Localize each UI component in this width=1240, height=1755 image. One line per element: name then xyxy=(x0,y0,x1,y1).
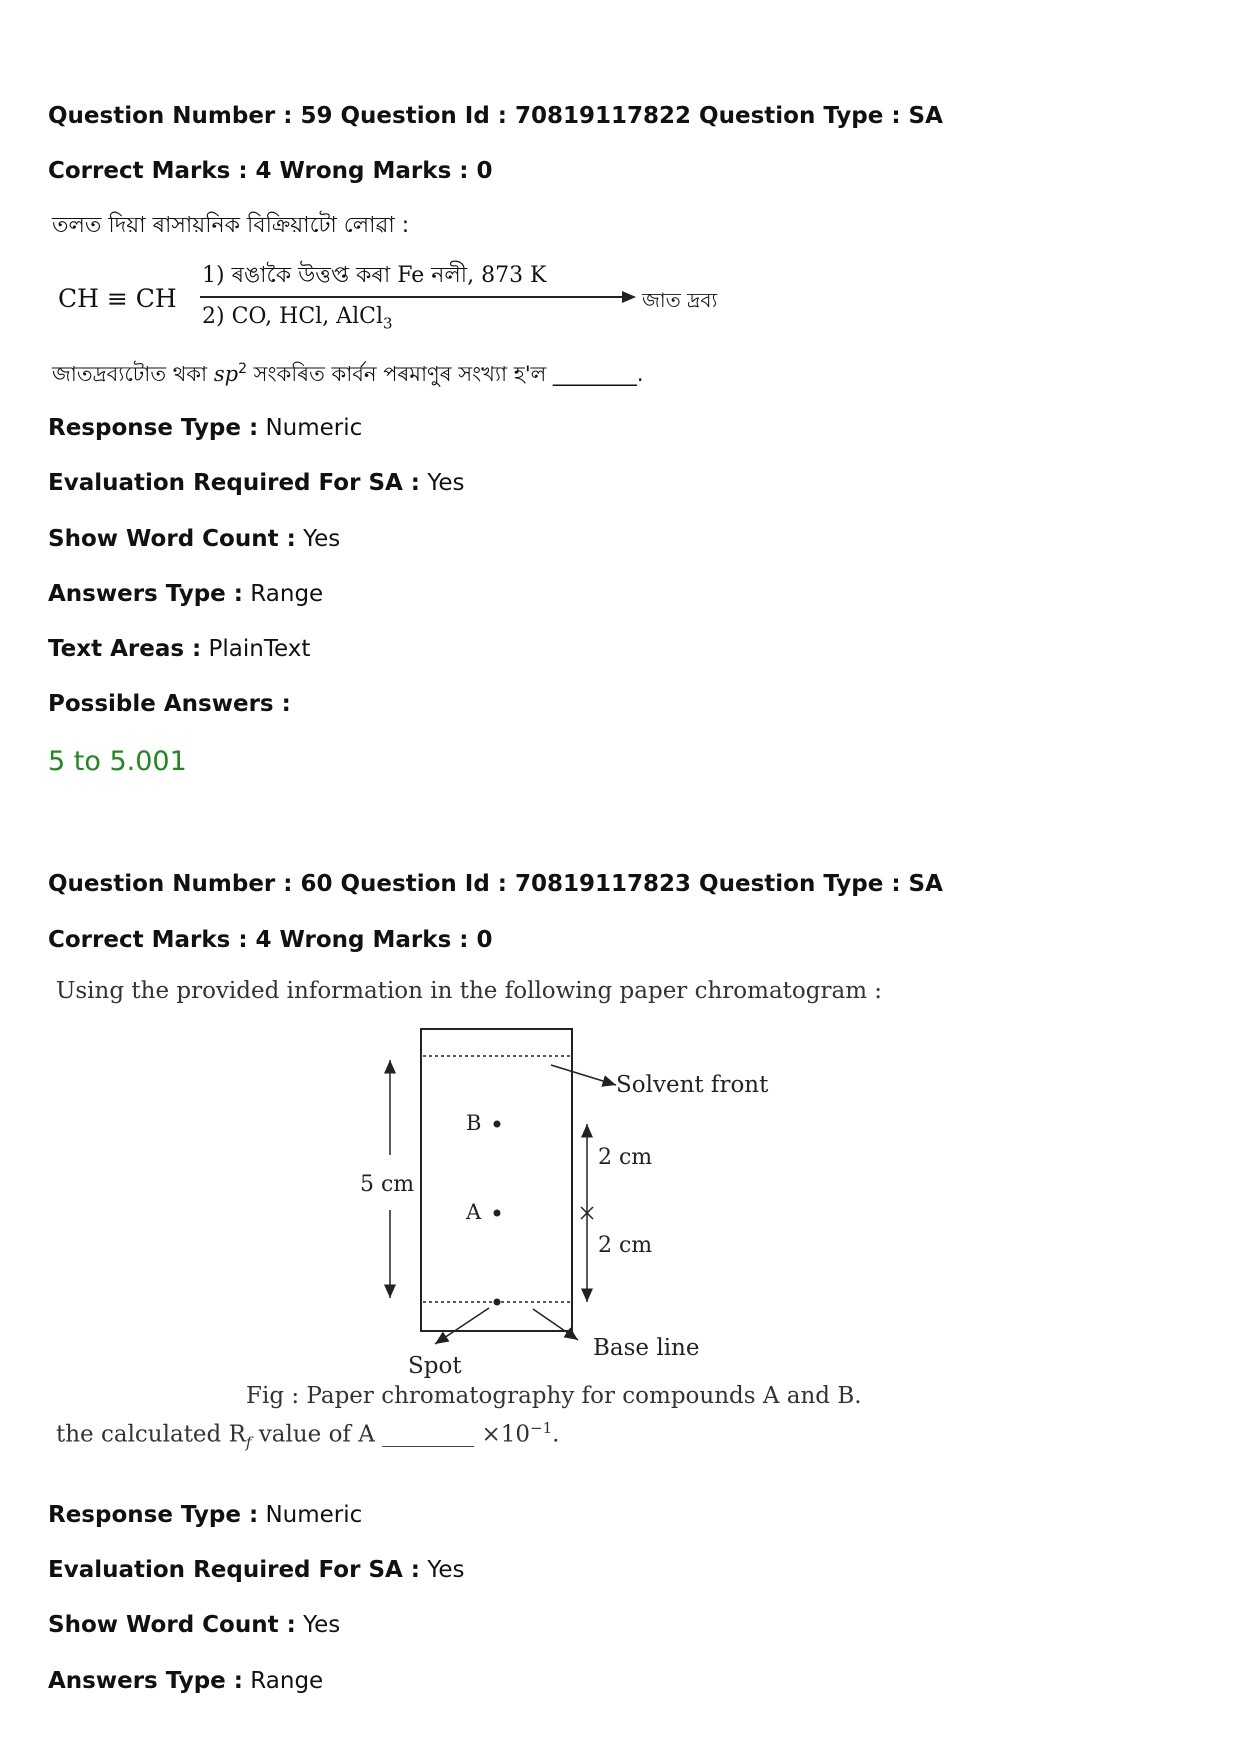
base-line-label: Base line xyxy=(593,1335,700,1361)
q60-answers-type xyxy=(48,1668,323,1694)
field-label: Answers Type : xyxy=(48,581,243,607)
field-value: PlainText xyxy=(208,636,311,662)
q60-stem: Using the provided information in the following paper chromatogram : xyxy=(56,978,883,1004)
field-label: Possible Answers : xyxy=(48,691,291,717)
q59-sp: sp xyxy=(213,362,239,386)
field-value: Yes xyxy=(427,1557,465,1583)
q59-stem-line3-pre: জাতদ্ৰব্যটোত থকা xyxy=(52,362,214,386)
paper-strip xyxy=(421,1029,572,1331)
q59-condition-2-sub: 3 xyxy=(382,314,393,333)
field-label: Show Word Count : xyxy=(48,1612,296,1638)
field-label: Text Areas : xyxy=(48,636,202,662)
field-value: Yes xyxy=(427,470,465,496)
q59-answers-type xyxy=(48,581,323,607)
q59-reaction xyxy=(52,250,732,350)
q59-evaluation-required xyxy=(48,470,464,496)
spot-pointer xyxy=(435,1308,489,1344)
field-label: Show Word Count : xyxy=(48,526,296,552)
q59-possible-answers xyxy=(48,691,291,717)
field-value: Yes xyxy=(303,1612,341,1638)
spot-a xyxy=(494,1210,501,1217)
q60-question-line xyxy=(56,1419,559,1451)
q59-text-areas xyxy=(48,636,310,662)
q59-answer: 5 to 5.001 xyxy=(48,746,187,777)
q59-stem-line1: তলত দিয়া ৰাসায়নিক বিক্ৰিয়াটো লোৱা : xyxy=(52,213,410,238)
q60-marks: Correct Marks : 4 Wrong Marks : 0 xyxy=(48,927,493,953)
field-value: Range xyxy=(250,1668,324,1694)
q59-header: Question Number : 59 Question Id : 70819117822 Question Type : SA xyxy=(48,103,943,129)
q59-marks: Correct Marks : 4 Wrong Marks : 0 xyxy=(48,158,493,184)
q60-response-type xyxy=(48,1502,362,1528)
q60-question-mid: value of A ________ ×10 xyxy=(251,1421,531,1448)
chromatogram-figure xyxy=(340,1020,800,1380)
q60-question-pre: the calculated R xyxy=(56,1421,246,1448)
spot-b-label: B xyxy=(466,1111,482,1135)
field-value: Numeric xyxy=(265,1502,363,1528)
field-value: Numeric xyxy=(265,415,363,441)
solvent-front-pointer xyxy=(551,1065,616,1085)
q60-show-word-count xyxy=(48,1612,340,1638)
total-distance-label: 5 cm xyxy=(360,1172,415,1197)
figure-caption: Fig : Paper chromatography for compounds A and B. xyxy=(246,1383,862,1409)
field-value: Yes xyxy=(303,526,341,552)
distance-a-label: 2 cm xyxy=(598,1233,653,1258)
q60-header: Question Number : 60 Question Id : 70819117823 Question Type : SA xyxy=(48,871,943,897)
q59-show-word-count xyxy=(48,526,340,552)
spot-label: Spot xyxy=(408,1353,462,1379)
q59-product: জাত দ্ৰব্য xyxy=(642,288,718,312)
q59-condition-2 xyxy=(202,304,393,332)
q60-question-end: . xyxy=(552,1421,560,1448)
q59-reactant: CH ≡ CH xyxy=(58,284,177,313)
field-label: Answers Type : xyxy=(48,1668,243,1694)
q59-sp-sup: 2 xyxy=(238,361,247,377)
field-label: Response Type : xyxy=(48,1502,259,1528)
q60-evaluation-required xyxy=(48,1557,464,1583)
q59-reaction-arrow xyxy=(198,290,638,304)
spot-b xyxy=(494,1121,501,1128)
field-value: Range xyxy=(250,581,324,607)
field-label: Evaluation Required For SA : xyxy=(48,470,421,496)
field-label: Evaluation Required For SA : xyxy=(48,1557,421,1583)
q59-condition-1: 1) ৰঙাকৈ উত্তপ্ত কৰা Fe নলী, 873 K xyxy=(202,263,547,288)
q60-rf-sub: f xyxy=(245,1433,252,1452)
distance-b-label: 2 cm xyxy=(598,1145,653,1170)
origin-spot xyxy=(494,1299,501,1306)
field-label: Response Type : xyxy=(48,415,259,441)
q59-condition-2-text: 2) CO, HCl, AlCl xyxy=(202,304,383,329)
spot-a-label: A xyxy=(466,1200,482,1224)
q59-stem-line3-post: সংকৰিত কাৰ্বন পৰমাণুৰ সংখ্যা হ'ল ________. xyxy=(246,362,644,386)
q60-exponent: −1 xyxy=(530,1419,553,1437)
q59-stem-line3 xyxy=(52,358,644,393)
q59-response-type xyxy=(48,415,362,441)
solvent-front-label: Solvent front xyxy=(616,1072,769,1098)
